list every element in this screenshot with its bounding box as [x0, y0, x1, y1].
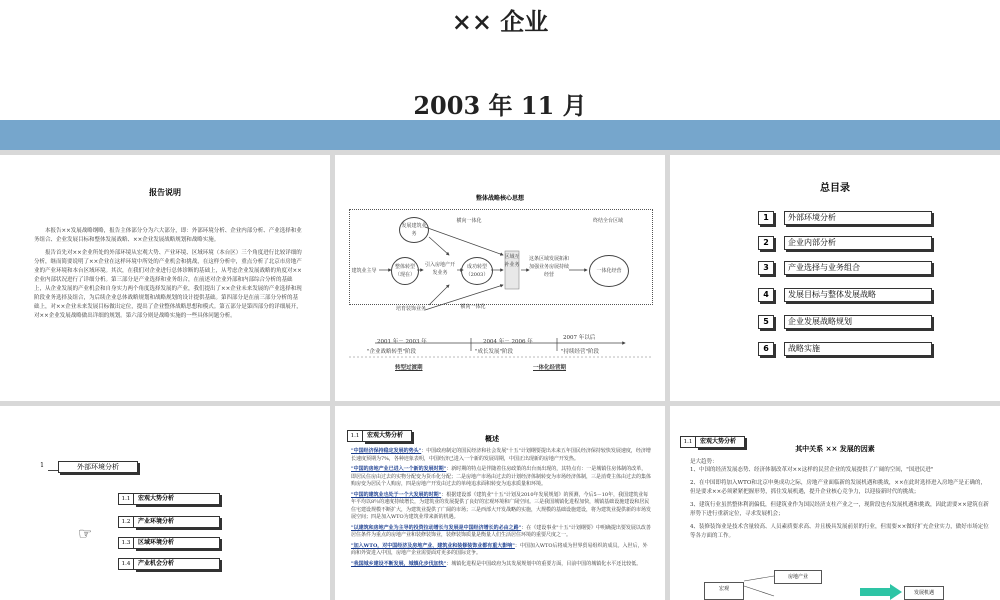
cover-band	[0, 120, 1000, 150]
slide-subheading: 是大趋势：	[690, 459, 718, 465]
paragraph: 1、中国的经济发展态势、经济体制改革对××这样的民营企业的发展提供了广阔的空间，"国进民进"	[690, 467, 934, 473]
toc-label: 企业内部分析	[784, 236, 932, 250]
node-full-region: 终结全台区域	[592, 218, 623, 224]
phase-name: "成长发展"阶段	[475, 349, 514, 355]
box-real-estate: 房地产业	[774, 570, 822, 584]
node-horizontal-integration-top: 横向一体化	[456, 218, 482, 224]
section-label: 宏观大势分析	[696, 436, 745, 448]
subsection-number: 1.4	[118, 558, 134, 570]
section-number: 1.1	[680, 436, 696, 448]
node-introduce-real-estate: 引入房地产开发业务	[424, 262, 455, 276]
slide-heading: 整体战略核心思想	[475, 195, 524, 202]
section-number: 1.1	[347, 430, 363, 442]
pointing-hand-icon: ☞	[78, 524, 93, 543]
cover-date: 2003 年 11 月	[413, 91, 587, 120]
paragraph-lead: "以建筑和房地产业为主导的投资拉动增长与发展是中国经济增长的必由之路"	[351, 524, 522, 531]
paragraph	[351, 525, 651, 540]
slide-external-environment[interactable]	[0, 406, 330, 600]
slide-strategy-diagram[interactable]	[335, 155, 665, 401]
subsection-label: 区域环境分析	[134, 537, 220, 549]
slide-development-factors[interactable]	[670, 406, 1000, 600]
section-label: 外部环境分析	[58, 461, 138, 473]
section-label: 宏观大势分析	[363, 430, 412, 442]
node-complement: 区域互补业务	[504, 254, 520, 268]
toc-number: 1	[758, 211, 774, 225]
node-construction-lead: 建筑业主导	[351, 268, 377, 274]
box-macro: 宏观	[704, 582, 744, 600]
node-decoration: 培育装饰业务	[395, 306, 426, 312]
slide-table-of-contents[interactable]	[670, 155, 1000, 401]
toc-number: 4	[758, 288, 774, 302]
paragraph-text: ：根据建设部《建筑业"十五"计划及2010年发展规划》的预测，今后5－10年，我国建筑业每年平均以8％的速度持续增长，为建筑业的发展提供了良好的宏观环境和广阔空间。三是我国城镇化进程加快，城镇基础设施建设和居民住宅建设规模不断扩大，为建筑业提供了广阔的市场；三是西部大开发战略的实施，大规模的基础设施建设，将为建筑业提供新的市场发展空间；四是加入WTO为建筑业带来新的机遇。	[351, 491, 652, 520]
factors-diagram-lines	[670, 406, 1000, 600]
slide-heading: 报告说明	[149, 187, 181, 197]
phase-label-transition: 转型过渡期	[395, 365, 423, 371]
paragraph	[351, 492, 651, 522]
box-opportunity: 发展机遇	[904, 586, 944, 600]
section-number: 1	[36, 461, 48, 473]
toc-number: 2	[758, 236, 774, 250]
paragraph-lead: "中国的建筑业也处于一个大发展的时期"	[351, 491, 442, 498]
paragraph	[351, 448, 651, 463]
paragraph-lead: "中国经济保持稳定发展的势头"	[351, 448, 422, 454]
node-transform-2003: 成功转型（2003）	[461, 257, 493, 285]
phase-years: 2007 年以后	[563, 335, 596, 341]
paragraph-text: ：新时期的特点是伴随着住房政策的出台而出现的，其特点有：一是城镇住房体制的改革，即居民住房由过去的实物分配变为货币化分配；二是房地产市场由过去的计划经济体制转变为市场经济体制，三是消费主体由过去的集体购房变为居民个人购房，四是房地产开发由过去的单纯追求面积转变为追求质量和环境。	[351, 466, 652, 487]
subsection-tab[interactable]	[118, 537, 220, 549]
toc-number: 3	[758, 261, 774, 275]
paragraph: 报告首先对××企业所处的外部环境从宏观大势、产业环境、区域环境（本台区）三个角度进行比较详细的分析，继而简要说明了××企业在这样环境中所处的产业机会和挑战，在这样分析中，重点分析了北京市房地产业的产业环境和本台区域环境。其次，在我们对企业进行总体诊断的基础上，从考虑企业发展战略的角度对××企业内部状况进行了详细分析。第三部分是产业选择和业务组合，在前述对企业外部和内部综合分析的基础上，从企业发展的产业机会和自身实力两个角度选择发展的产业，我们提出了××企业未来发展的产业选择和现阶段业务选择及组合，为后续企业总体战略规划和战略规划的设计提供基础。第四部分是在前三部分分析的基础上，对××企业未来发展目标做出定位，提出了企业整体战略思想和模式。第五部分是第四部分的详细展开，对××企业发展战略做出详细的规划。第六部分则是战略实施的一些具体问题分析。	[34, 250, 302, 319]
subsection-label: 产业机会分析	[134, 558, 220, 570]
toc-label: 战略实施	[784, 342, 932, 356]
toc-label: 发展目标与整体发展战略	[784, 288, 932, 302]
subsection-tab[interactable]	[118, 493, 220, 505]
subsection-tab[interactable]	[118, 558, 220, 570]
slide-heading: 总目录	[820, 183, 850, 194]
subsection-number: 1.3	[118, 537, 134, 549]
paragraph	[351, 466, 651, 489]
paragraph	[351, 561, 651, 569]
section-tab[interactable]	[347, 430, 412, 442]
paragraph: 3、建筑行业虽然整体利润偏低，但建筑业作为国民经济支柱产业之一，现阶段也有发展机遇和挑战，因此需要××建筑在新形势下进行重新定位，寻求发展机会；	[690, 502, 989, 517]
paragraph-text: ：中国政府制定的国民经济和社会发展"十五"计划纲要提出未来五年国民经济保持较快发展速度，经济增长速度预期为7%，各种迹象表明，中国经济已进入一个新的发展周期，中国正出现新的房地产开发热。	[351, 448, 651, 462]
node-region-develop: 这条区域发展拓和加强业务房展持续经营	[528, 256, 569, 278]
node-develop-construction: 发展建筑业务	[399, 217, 429, 243]
node-integrated-operation: 一体化经营	[589, 255, 629, 287]
overview-body	[351, 448, 651, 571]
slide-macro-overview[interactable]	[335, 406, 665, 600]
paragraph-text: ：城镇化进程是中国政府为其发展规划中的重要方面，目前中国的城镇化水平还比较低。	[446, 560, 642, 567]
section-tab-main[interactable]	[36, 461, 138, 473]
paragraph: 2、在中国即将加入WTO和北京申奥成功之际，房地产业面临新的发展机遇和挑战，××在此时选择进入房地产是正确的，但是要求××必须紧紧把握形势，抓住发展机遇，提升企业核心竞争力，以迎接新时代的挑战；	[690, 480, 987, 495]
paragraph-text: ：中国加入WTO后将成为世界贸易组织的成员。入世后，外商和外资进入中国，房地产企业需要面对更多的国际竞争。	[351, 542, 648, 556]
toc-label: 产业选择与业务组合	[784, 261, 932, 275]
toc-number: 6	[758, 342, 774, 356]
phase-name: "持续经营"阶段	[561, 349, 600, 355]
node-horizontal-integration-bottom: 横向一体化	[460, 304, 486, 310]
cover-title: ×× 企业	[451, 7, 549, 36]
phase-years: 2001 年－ 2003 年	[377, 339, 427, 345]
toc-label: 企业发展战略规划	[784, 315, 932, 329]
slide-heading: 概述	[485, 434, 499, 443]
paragraph-lead: "我国城乡建设不断发展，城镇化步伐加快"	[351, 560, 447, 567]
subsection-label: 产业环境分析	[134, 516, 220, 528]
paragraph-lead: "加入WTO，对中国经济及房地产业、建筑业和装修装饰业都有重大影响"	[351, 542, 515, 549]
slide-heading: 其中关系 ×× 发展的因素	[795, 444, 875, 453]
subsection-number: 1.2	[118, 516, 134, 528]
paragraph: 4、装修装饰业是技术含量较高、人员素质要求高、并且极具发展前景的行业，但需要××做好扩充企业实力，做好市场定位等各方面的工作。	[690, 524, 989, 539]
slide-report-description[interactable]	[0, 155, 330, 401]
paragraph-text: ：在《建设事业"十五"计划纲要》中明确提出要发展以改善居住条件为重点的房地产业和装修装饰业，装修装饰质量是衡量人们生活居住环境的重要尺度之一。	[351, 524, 651, 538]
toc-label: 外部环境分析	[784, 211, 932, 225]
phase-label-integration: 一体化经营期	[533, 365, 567, 371]
toc-number: 5	[758, 315, 774, 329]
report-body	[34, 227, 302, 325]
node-adjust: 整体转型（现在）	[391, 257, 419, 285]
subsection-label: 宏观大势分析	[134, 493, 220, 505]
phase-years: 2004 年－ 2006 年	[483, 339, 533, 345]
paragraph	[351, 543, 651, 558]
subsection-number: 1.1	[118, 493, 134, 505]
paragraph-lead: "中国的房地产业已进入一个新的发展时期"	[351, 466, 447, 472]
paragraph: 本报告××发展战略纲略，报告主体部分分为六大部分，即：外部环境分析、企业内部分析、产业选择和业务组合、企业发展目标和整体发展战略、××企业发展战略规划和战略实施。	[34, 228, 302, 243]
phase-name: "企业战略转型"阶段	[367, 349, 417, 355]
subsection-tab[interactable]	[118, 516, 220, 528]
